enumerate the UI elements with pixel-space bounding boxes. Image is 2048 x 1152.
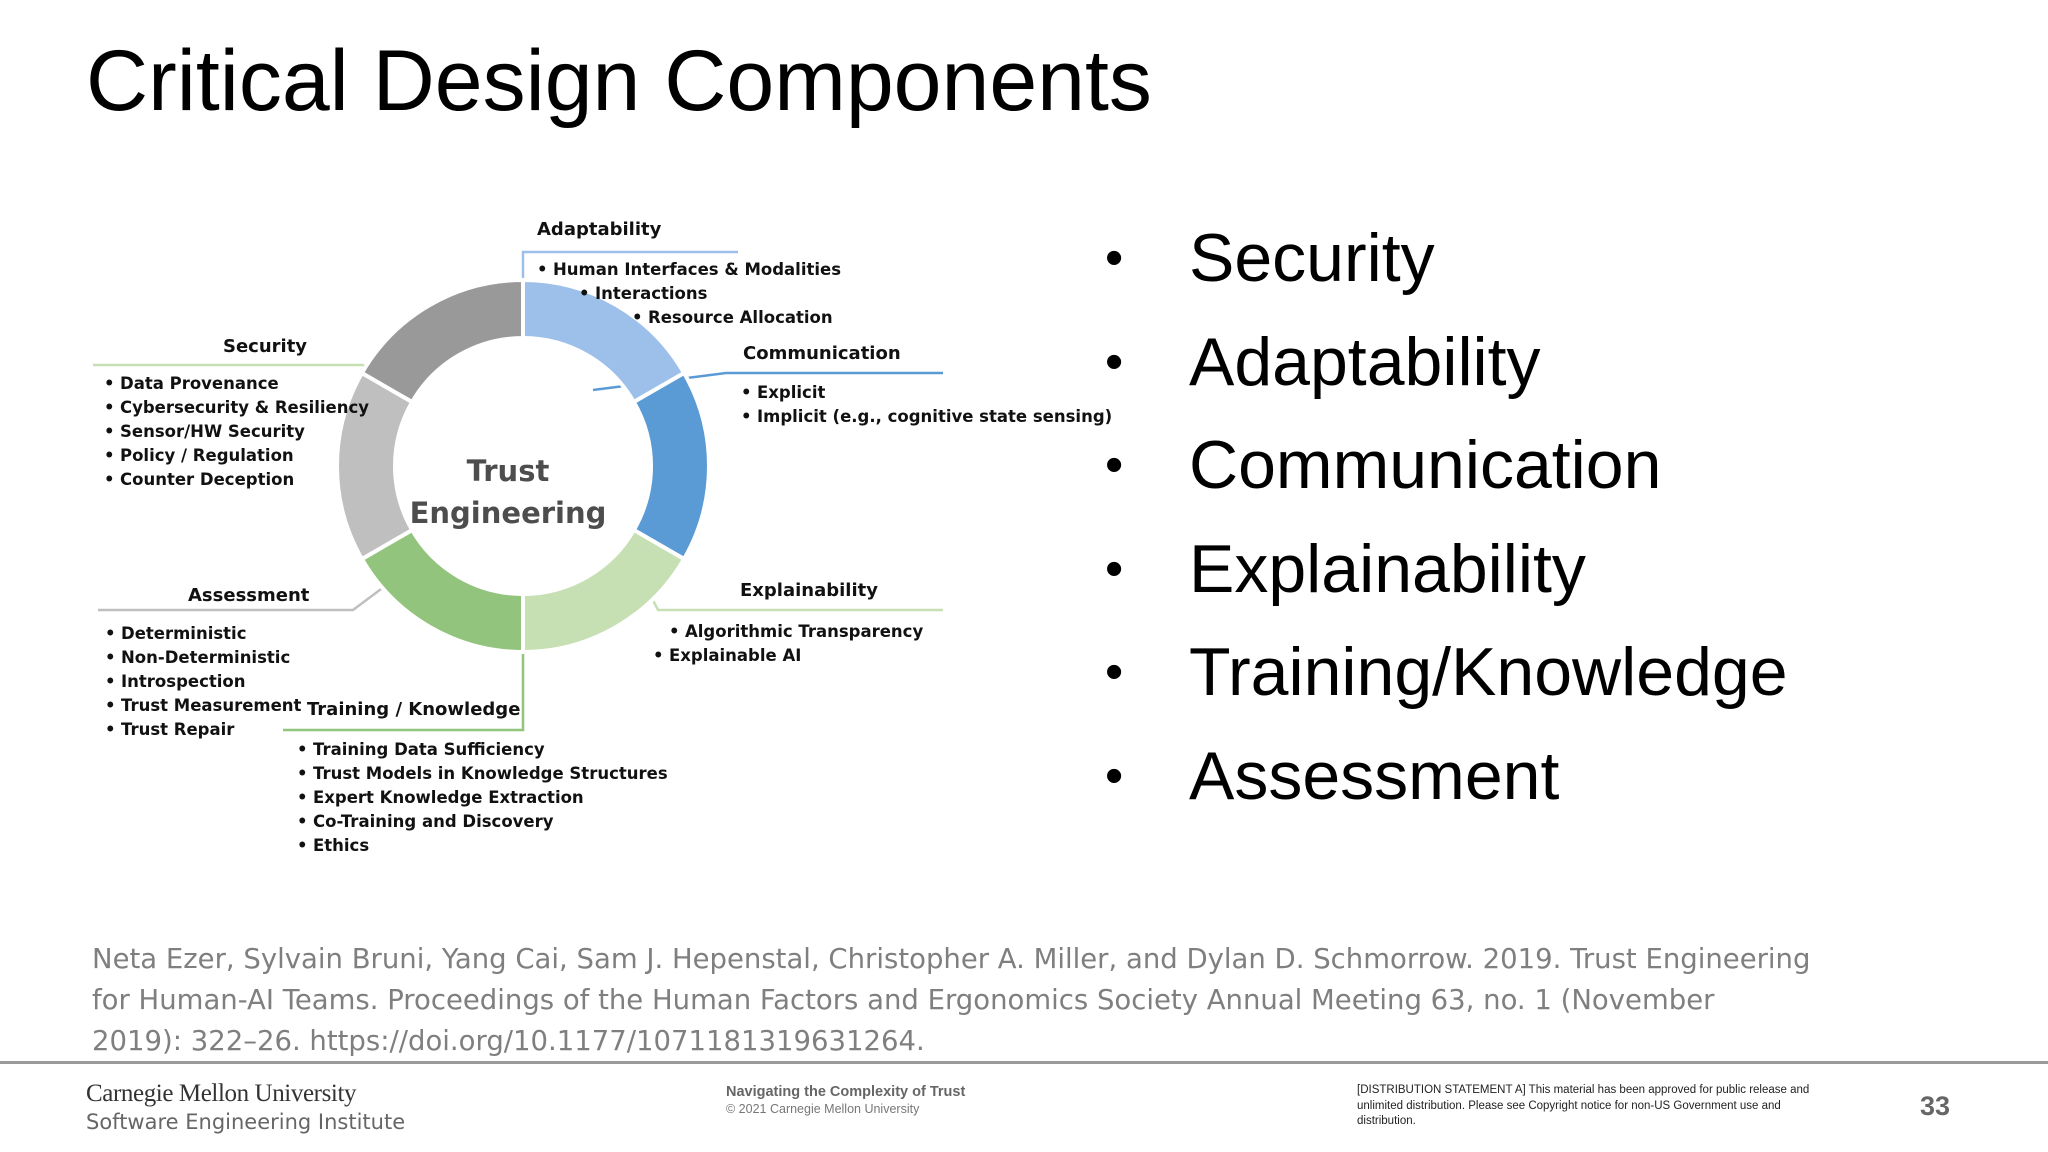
adaptability-list [535,258,841,330]
list-item: • Algorithmic Transparency [667,620,923,644]
footer-talk-title: Navigating the Complexity of Trust [726,1084,966,1100]
ring-segment-security [362,280,523,402]
list-item: • Trust Repair [103,718,301,742]
security-label: Security [223,336,308,357]
list-item: • Deterministic [103,622,301,646]
ring-segment-training [362,530,523,652]
list-item: • Introspection [103,670,301,694]
list-item: • Interactions [577,282,841,306]
cmu-wordmark: Carnegie Mellon University [86,1080,357,1107]
center-label-line-2: Engineering [409,496,607,530]
assessment-list [103,622,301,742]
list-item: • Cybersecurity & Resiliency [102,396,369,420]
slide-title: Critical Design Components [86,33,1152,129]
design-components-list [1105,207,1788,828]
assessment-label: Assessment [188,585,310,606]
list-item: • Trust Measurement [103,694,301,718]
list-item: • Communication [1105,414,1788,518]
list-item: • Trust Models in Knowledge Structures [295,762,668,786]
list-item: • Explicit [739,381,1112,405]
citation: Neta Ezer, Sylvain Bruni, Yang Cai, Sam J. Hepenstal, Christopher A. Miller, and Dylan D. Schmorrow. 2019. Trust Engineering for Human-AI Teams. Proceedings of the Human Factors and Ergonomics Society Annual Meeting 63, no. 1 (November 2019): 322–26. https://doi.org/10.1177/1071181319631264. [92,943,1811,1057]
ring-segment-communication [634,373,709,559]
explainability-label: Explainability [740,580,878,601]
security-list [102,372,369,492]
center-label [408,450,608,534]
list-item: • Adaptability [1105,311,1788,415]
list-item: • Policy / Regulation [102,444,369,468]
list-item: • Counter Deception [102,468,369,492]
institute-name: Software Engineering Institute [86,1110,406,1134]
training-label: Training / Knowledge [307,699,521,720]
list-item: • Non-Deterministic [103,646,301,670]
explainability-list [651,620,923,668]
list-item: • Security [1105,207,1788,311]
list-item: • Explainability [1105,518,1788,622]
list-item: • Human Interfaces & Modalities [535,258,841,282]
adaptability-label: Adaptability [537,219,662,240]
list-item: • Ethics [295,834,668,858]
communication-list [739,381,1112,429]
list-item: • Co-Training and Discovery [295,810,668,834]
center-label-line-1: Trust [466,454,550,488]
list-item: • Implicit (e.g., cognitive state sensing) [739,405,1112,429]
list-item: • Assessment [1105,725,1788,829]
list-item: • Training Data Sufficiency [295,738,668,762]
trust-engineering-diagram [88,210,1113,870]
list-item: • Resource Allocation [630,306,841,330]
list-item: • Expert Knowledge Extraction [295,786,668,810]
list-item: • Training/Knowledge [1105,621,1788,725]
footer-copyright: © 2021 Carnegie Mellon University [726,1102,920,1116]
page-number: 33 [1920,1091,1951,1121]
training-list [295,738,668,858]
distribution-statement: [DISTRIBUTION STATEMENT A] This material has been approved for public release and unlimited distribution. Please see Copyright notice for non-US Government use and distribution. [1357,1084,1810,1127]
footer-divider [0,1061,2048,1064]
list-item: • Data Provenance [102,372,369,396]
communication-label: Communication [743,343,901,364]
list-item: • Sensor/HW Security [102,420,369,444]
list-item: • Explainable AI [651,644,923,668]
